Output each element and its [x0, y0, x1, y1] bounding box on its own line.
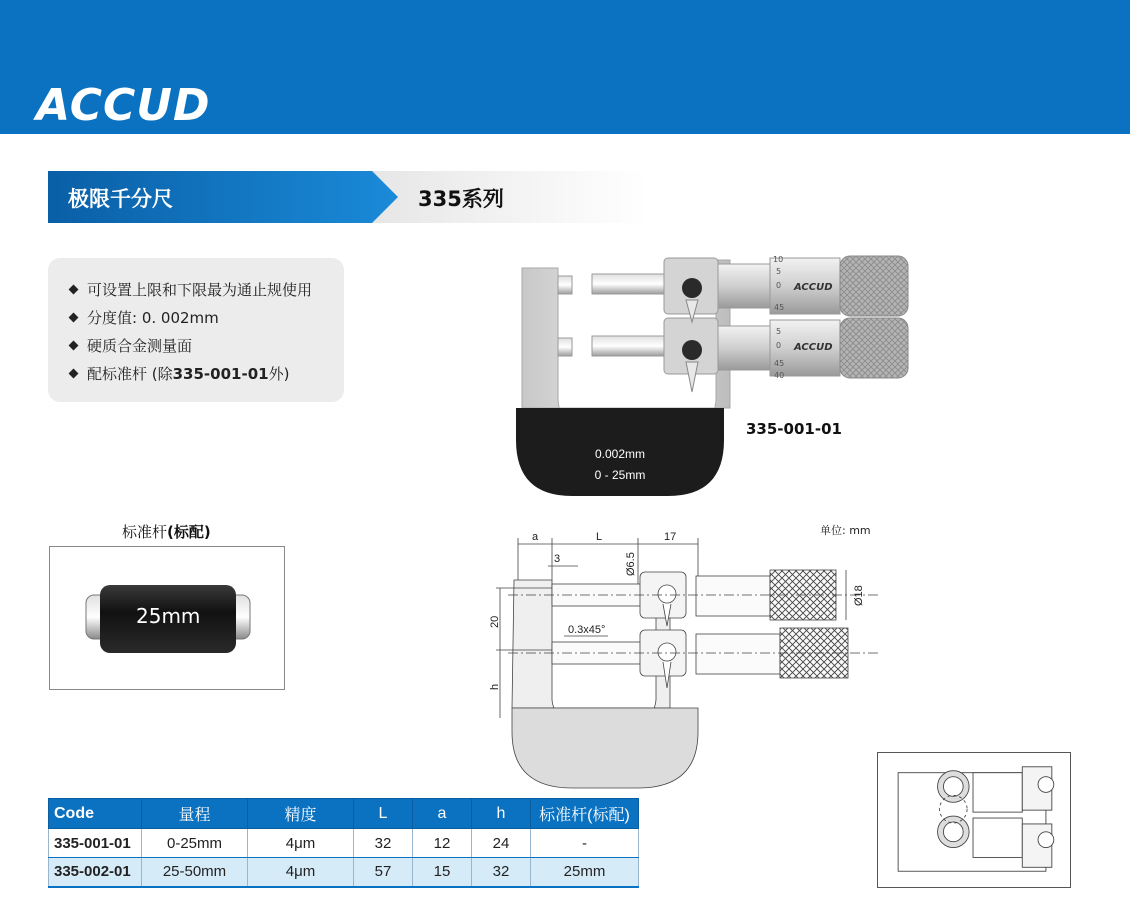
table-row: [49, 858, 639, 887]
unit-label: 单位: mm: [820, 524, 871, 537]
bullet-icon: [69, 313, 79, 323]
cell-range: 25-50mm: [142, 858, 248, 887]
product-code-label: 335-001-01: [746, 420, 842, 438]
frame-label-resolution: 0.002mm: [594, 447, 646, 461]
product-title: 极限千分尺: [68, 187, 173, 211]
dim-L: L: [596, 531, 603, 543]
cell-h: 24: [472, 829, 531, 858]
cell-standard-rod: -: [531, 829, 639, 858]
standard-rod-size: 25mm: [136, 604, 201, 628]
header-banner: [0, 0, 1130, 134]
dimension-drawing: [488, 522, 888, 792]
scale-upper-4: 45: [774, 303, 785, 312]
cell-h: 32: [472, 858, 531, 887]
micrometer-photo: [508, 250, 920, 500]
cell-a: 12: [413, 829, 472, 858]
cell-accuracy: 4μm: [248, 858, 354, 887]
col-header-h: h: [472, 799, 531, 829]
dim-a: a: [532, 531, 539, 543]
scale-lower-1: 5: [776, 327, 782, 336]
feature-list: [48, 258, 344, 402]
standard-rod-image: [49, 546, 285, 690]
spec-table: [48, 798, 639, 888]
cell-accuracy: 4μm: [248, 829, 354, 858]
detail-inset-drawing: [877, 752, 1071, 888]
feature-item: 配标准杆 (除335-001-01外): [70, 360, 344, 388]
feature-item: 分度值: 0. 002mm: [70, 304, 344, 332]
dim-h: h: [489, 683, 501, 690]
cell-L: 57: [354, 858, 413, 887]
dim-d18: Ø18: [853, 585, 865, 606]
scale-upper-3: 0: [776, 281, 782, 290]
feature-item: 可设置上限和下限最为通止规使用: [70, 276, 344, 304]
cell-a: 15: [413, 858, 472, 887]
thimble-brand-upper: ACCUD: [794, 282, 833, 293]
series-title: 335系列: [418, 187, 504, 211]
col-header-code: Code: [49, 799, 142, 829]
scale-lower-2: 0: [776, 341, 782, 350]
scale-lower-3: 45: [774, 359, 785, 368]
cell-range: 0-25mm: [142, 829, 248, 858]
dim-20: 20: [489, 615, 501, 628]
scale-upper-1: 10: [773, 255, 784, 264]
table-header-row: [49, 799, 639, 829]
dim-chamfer: 0.3x45°: [568, 624, 606, 636]
scale-lower-4: 40: [774, 371, 785, 380]
cell-standard-rod: 25mm: [531, 858, 639, 887]
thimble-brand-lower: ACCUD: [794, 342, 833, 353]
col-header-L: L: [354, 799, 413, 829]
col-header-range: 量程: [142, 799, 248, 829]
col-header-accuracy: 精度: [248, 799, 354, 829]
bullet-icon: [69, 341, 79, 351]
cell-code: 335-001-01: [49, 829, 142, 858]
cell-code: 335-002-01: [49, 858, 142, 887]
feature-item: 硬质合金测量面: [70, 332, 344, 360]
cell-L: 32: [354, 829, 413, 858]
bullet-icon: [69, 369, 79, 379]
title-band: [48, 171, 648, 223]
scale-upper-2: 5: [776, 267, 782, 276]
brand-logo: ACCUD: [36, 80, 211, 131]
bullet-icon: [69, 285, 79, 295]
col-header-a: a: [413, 799, 472, 829]
dim-17: 17: [664, 531, 677, 543]
frame-label-range: 0 - 25mm: [594, 468, 646, 482]
col-header-standard-rod: 标准杆(标配): [531, 799, 639, 829]
table-row: [49, 829, 639, 858]
standard-rod-caption: 标准杆(标配): [122, 523, 211, 541]
dim-3: 3: [554, 553, 561, 565]
dim-d6-5: Ø6.5: [625, 552, 637, 576]
